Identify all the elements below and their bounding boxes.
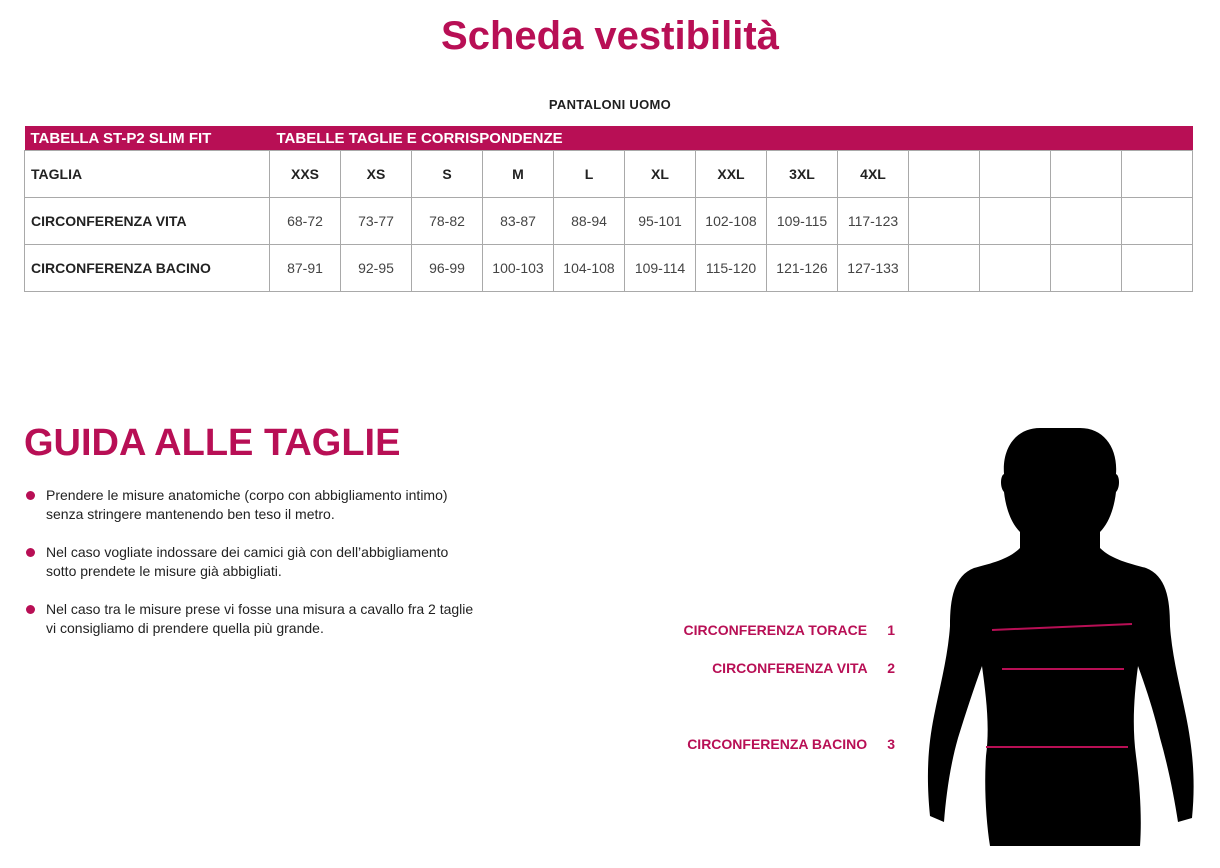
- empty-cell: [980, 245, 1051, 292]
- guide-item: [26, 543, 546, 581]
- size-cell: L: [554, 151, 625, 198]
- empty-cell: [1122, 151, 1193, 198]
- page-title: Scheda vestibilità: [441, 14, 779, 58]
- value-cell: 127-133: [838, 245, 909, 292]
- bullet-dot-icon: [26, 491, 35, 500]
- empty-cell: [1122, 245, 1193, 292]
- table-header-right: TABELLE TAGLIE E CORRISPONDENZE: [270, 126, 1193, 151]
- size-cell: XL: [625, 151, 696, 198]
- guide-text-line: sotto prendete le misure già abbigliati.: [46, 563, 282, 579]
- value-cell: 92-95: [341, 245, 412, 292]
- guide-text-line: senza stringere mantenendo ben teso il metro.: [46, 506, 335, 522]
- value-cell: 121-126: [767, 245, 838, 292]
- size-cell: M: [483, 151, 554, 198]
- measure-label: CIRCONFERENZA BACINO: [687, 736, 868, 752]
- value-cell: 109-115: [767, 198, 838, 245]
- guide-text-line: Nel caso vogliate indossare dei camici già con dell’abbigliamento: [46, 544, 449, 560]
- measure-torace: [640, 622, 895, 638]
- size-cell: XXL: [696, 151, 767, 198]
- size-cell: S: [412, 151, 483, 198]
- measure-vita: [640, 660, 895, 676]
- value-cell: 78-82: [412, 198, 483, 245]
- guide-list: [26, 486, 546, 657]
- table-row-vita: [25, 198, 1193, 245]
- value-cell: 115-120: [696, 245, 767, 292]
- table-subtitle: PANTALONI UOMO: [548, 97, 672, 112]
- value-cell: 117-123: [838, 198, 909, 245]
- value-cell: 87-91: [270, 245, 341, 292]
- table-header-row: [25, 126, 1193, 151]
- size-cell: 4XL: [838, 151, 909, 198]
- empty-cell: [1051, 198, 1122, 245]
- empty-cell: [980, 198, 1051, 245]
- guide-text-line: Nel caso tra le misure prese vi fosse una misura a cavallo fra 2 taglie: [46, 601, 474, 617]
- guide-title: GUIDA ALLE TAGLIE: [24, 422, 401, 464]
- value-cell: 68-72: [270, 198, 341, 245]
- empty-cell: [980, 151, 1051, 198]
- guide-text-line: Prendere le misure anatomiche (corpo con abbigliamento intimo): [46, 487, 448, 503]
- body-silhouette-icon: [920, 426, 1200, 846]
- empty-cell: [909, 198, 980, 245]
- value-cell: 104-108: [554, 245, 625, 292]
- value-cell: 96-99: [412, 245, 483, 292]
- bullet-dot-icon: [26, 548, 35, 557]
- guide-text-line: vi consigliamo di prendere quella più grande.: [46, 620, 324, 636]
- value-cell: 100-103: [483, 245, 554, 292]
- table-header-left: TABELLA ST-P2 SLIM FIT: [25, 126, 270, 151]
- value-cell: 83-87: [483, 198, 554, 245]
- row-label: CIRCONFERENZA BACINO: [25, 245, 270, 292]
- empty-cell: [1051, 245, 1122, 292]
- table-row-bacino: [25, 245, 1193, 292]
- row-label: CIRCONFERENZA VITA: [25, 198, 270, 245]
- empty-cell: [909, 245, 980, 292]
- measure-bacino: [640, 736, 895, 752]
- size-cell: XS: [341, 151, 412, 198]
- silhouette-shape: [928, 428, 1194, 846]
- empty-cell: [1122, 198, 1193, 245]
- measure-label: CIRCONFERENZA VITA: [712, 660, 868, 676]
- measure-number: 1: [887, 622, 895, 638]
- measure-number: 3: [887, 736, 895, 752]
- table-row-taglia: [25, 151, 1193, 198]
- size-cell: 3XL: [767, 151, 838, 198]
- value-cell: 73-77: [341, 198, 412, 245]
- value-cell: 88-94: [554, 198, 625, 245]
- measure-number: 2: [887, 660, 895, 676]
- empty-cell: [1051, 151, 1122, 198]
- measure-label: CIRCONFERENZA TORACE: [683, 622, 868, 638]
- size-cell: XXS: [270, 151, 341, 198]
- value-cell: 95-101: [625, 198, 696, 245]
- guide-item: [26, 486, 546, 524]
- row-label: TAGLIA: [25, 151, 270, 198]
- empty-cell: [909, 151, 980, 198]
- size-table: [24, 126, 1193, 292]
- guide-item: [26, 600, 546, 638]
- value-cell: 102-108: [696, 198, 767, 245]
- value-cell: 109-114: [625, 245, 696, 292]
- bullet-dot-icon: [26, 605, 35, 614]
